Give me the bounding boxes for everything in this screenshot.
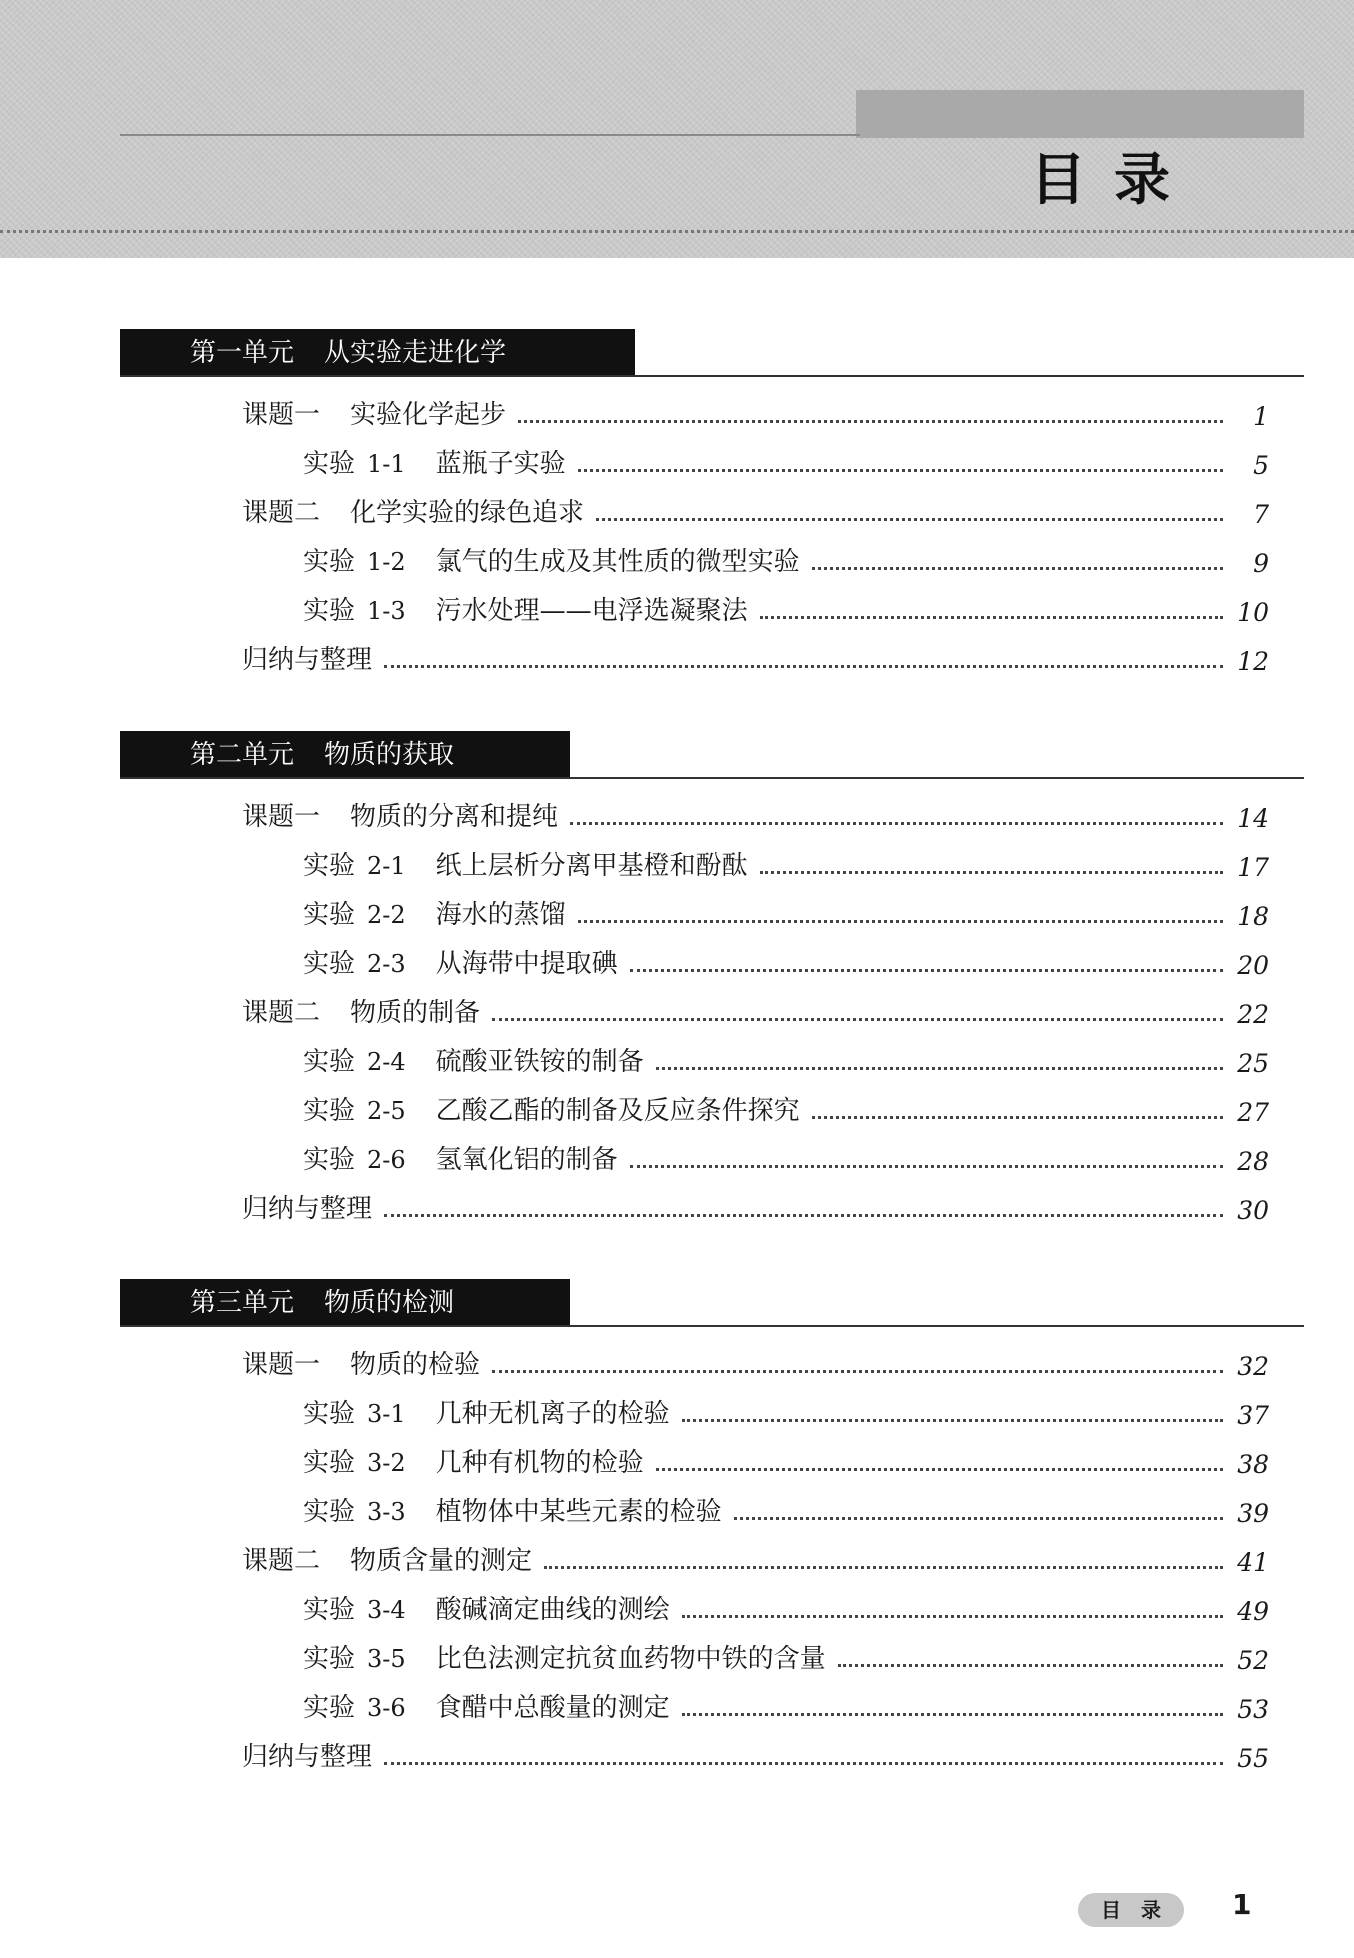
entry-title: 几种无机离子的检验 [435,1399,670,1429]
entry-page: 18 [1237,902,1269,931]
entry-prefix: 实验 [303,1096,356,1126]
toc-entry[interactable] [242,793,1269,833]
entry-title: 污水处理——电浮选凝聚法 [435,596,748,626]
entry-page: 49 [1237,1597,1269,1626]
entry-page: 27 [1237,1098,1269,1127]
entry-title: 氯气的生成及其性质的微型实验 [435,547,800,577]
toc-entry[interactable] [242,391,1269,431]
entry-title: 物质含量的测定 [350,1546,533,1576]
unit-title: 物质的检测 [324,1288,455,1318]
entry-page: 17 [1237,853,1269,882]
unit-heading [120,329,635,377]
dot-leader [630,969,1223,972]
dot-leader [734,1517,1223,1520]
entry-title: 归纳与整理 [242,1194,373,1224]
entry-title: 乙酸乙酯的制备及反应条件探究 [435,1096,800,1126]
unit-label: 第一单元 [190,338,295,368]
entry-number: 2-5 [367,1097,406,1125]
dot-leader [812,1116,1223,1119]
toc-entry[interactable] [242,1537,1269,1577]
unit-heading [120,1279,570,1327]
toc-entry[interactable] [242,1185,1269,1225]
entry-title: 氢氧化铝的制备 [435,1145,618,1175]
toc-entry[interactable] [303,1439,1269,1479]
entry-page: 55 [1237,1744,1269,1773]
entry-title: 酸碱滴定曲线的测绘 [435,1595,670,1625]
entry-title: 硫酸亚铁铵的制备 [435,1047,644,1077]
entry-prefix: 课题一 [242,802,321,832]
toc-entry[interactable] [242,636,1269,676]
unit-rule [120,1325,1304,1327]
unit-label: 第二单元 [190,740,295,770]
dot-leader [656,1067,1223,1070]
entry-prefix: 实验 [303,851,356,881]
entry-number: 2-4 [367,1048,406,1076]
dot-leader [578,920,1223,923]
entry-title: 物质的检验 [350,1350,481,1380]
entry-prefix: 实验 [303,596,356,626]
dot-leader [492,1018,1223,1021]
dot-leader [384,1762,1223,1765]
entry-page: 9 [1253,549,1269,578]
toc-entry[interactable] [303,1087,1269,1127]
page-title: 目录 [1030,148,1198,213]
entry-title: 从海带中提取碘 [435,949,618,979]
dot-leader [578,469,1223,472]
entry-number: 3-6 [367,1694,406,1722]
toc-entry[interactable] [303,1684,1269,1724]
unit-title: 从实验走进化学 [324,338,507,368]
entry-number: 2-3 [367,950,406,978]
entry-prefix: 实验 [303,1595,356,1625]
entry-number: 1-2 [367,548,406,576]
toc-entry[interactable] [242,989,1269,1029]
footer-section-label: 目录 [1078,1893,1184,1927]
entry-title: 海水的蒸馏 [435,900,566,930]
toc-entry[interactable] [303,1390,1269,1430]
entry-title: 物质的制备 [350,998,481,1028]
entry-title: 实验化学起步 [350,400,507,430]
entry-number: 3-4 [367,1596,406,1624]
entry-page: 30 [1237,1196,1269,1225]
entry-page: 52 [1237,1646,1269,1675]
entry-title: 食醋中总酸量的测定 [435,1693,670,1723]
toc-entry[interactable] [303,1635,1269,1675]
entry-prefix: 实验 [303,1497,356,1527]
entry-number: 2-6 [367,1146,406,1174]
entry-page: 28 [1237,1147,1269,1176]
toc-entry[interactable] [242,489,1269,529]
entry-prefix: 实验 [303,1047,356,1077]
toc-entry[interactable] [303,1038,1269,1078]
entry-number: 1-1 [367,450,406,478]
banner-tag [856,90,1304,138]
entry-prefix: 实验 [303,547,356,577]
entry-page: 53 [1237,1695,1269,1724]
entry-prefix: 课题二 [242,998,321,1028]
entry-page: 22 [1237,1000,1269,1029]
toc-entry[interactable] [303,891,1269,931]
dot-leader [570,822,1223,825]
entry-page: 7 [1253,500,1269,529]
entry-prefix: 实验 [303,1399,356,1429]
toc-entry[interactable] [303,440,1269,480]
dot-leader [656,1468,1223,1471]
entry-page: 25 [1237,1049,1269,1078]
dot-leader [682,1615,1223,1618]
entry-number: 3-1 [367,1400,406,1428]
unit-heading [120,731,570,779]
footer-page-number: 1 [1232,1888,1252,1921]
dot-leader [384,665,1223,668]
dot-leader [760,616,1223,619]
toc-entry[interactable] [242,1733,1269,1773]
entry-page: 37 [1237,1401,1269,1430]
dot-leader [518,420,1223,423]
entry-number: 3-2 [367,1449,406,1477]
dot-leader [544,1566,1223,1569]
entry-number: 2-1 [367,852,406,880]
dot-leader [384,1214,1223,1217]
entry-prefix: 实验 [303,949,356,979]
entry-prefix: 课题二 [242,498,321,528]
entry-title: 物质的分离和提纯 [350,802,559,832]
entry-number: 3-3 [367,1498,406,1526]
toc-entry[interactable] [303,1488,1269,1528]
entry-prefix: 实验 [303,449,356,479]
entry-prefix: 实验 [303,1644,356,1674]
entry-title: 几种有机物的检验 [435,1448,644,1478]
header-banner [0,0,1354,258]
entry-title: 化学实验的绿色追求 [350,498,585,528]
toc-entry[interactable] [303,538,1269,578]
dot-leader [630,1165,1223,1168]
dot-leader [812,567,1223,570]
unit-title: 物质的获取 [324,740,455,770]
entry-page: 1 [1253,402,1269,431]
entry-prefix: 实验 [303,1145,356,1175]
banner-rule [120,134,860,136]
entry-prefix: 课题一 [242,400,321,430]
toc-entry[interactable] [303,940,1269,980]
toc-entry[interactable] [303,1136,1269,1176]
entry-page: 38 [1237,1450,1269,1479]
dot-leader [682,1713,1223,1716]
entry-prefix: 课题一 [242,1350,321,1380]
entry-page: 39 [1237,1499,1269,1528]
entry-title: 纸上层析分离甲基橙和酚酞 [435,851,748,881]
entry-title: 归纳与整理 [242,1742,373,1772]
entry-page: 41 [1237,1548,1269,1577]
entry-title: 比色法测定抗贫血药物中铁的含量 [435,1644,826,1674]
dot-leader [838,1664,1223,1667]
toc-entry[interactable] [303,842,1269,882]
toc-entry[interactable] [303,1586,1269,1626]
dot-leader [682,1419,1223,1422]
entry-page: 10 [1237,598,1269,627]
unit-rule [120,375,1304,377]
entry-page: 5 [1253,451,1269,480]
entry-number: 1-3 [367,597,406,625]
dot-leader [492,1370,1223,1373]
entry-page: 12 [1237,647,1269,676]
entry-prefix: 实验 [303,1693,356,1723]
dot-leader [760,871,1223,874]
toc-entry[interactable] [242,1341,1269,1381]
unit-rule [120,777,1304,779]
entry-number: 3-5 [367,1645,406,1673]
unit-label: 第三单元 [190,1288,295,1318]
entry-title: 蓝瓶子实验 [435,449,566,479]
entry-prefix: 实验 [303,1448,356,1478]
banner-dotted-line [0,230,1354,233]
entry-number: 2-2 [367,901,406,929]
entry-page: 14 [1237,804,1269,833]
entry-prefix: 实验 [303,900,356,930]
entry-page: 20 [1237,951,1269,980]
entry-title: 归纳与整理 [242,645,373,675]
toc-entry[interactable] [303,587,1269,627]
dot-leader [596,518,1223,521]
entry-title: 植物体中某些元素的检验 [435,1497,722,1527]
entry-page: 32 [1237,1352,1269,1381]
entry-prefix: 课题二 [242,1546,321,1576]
